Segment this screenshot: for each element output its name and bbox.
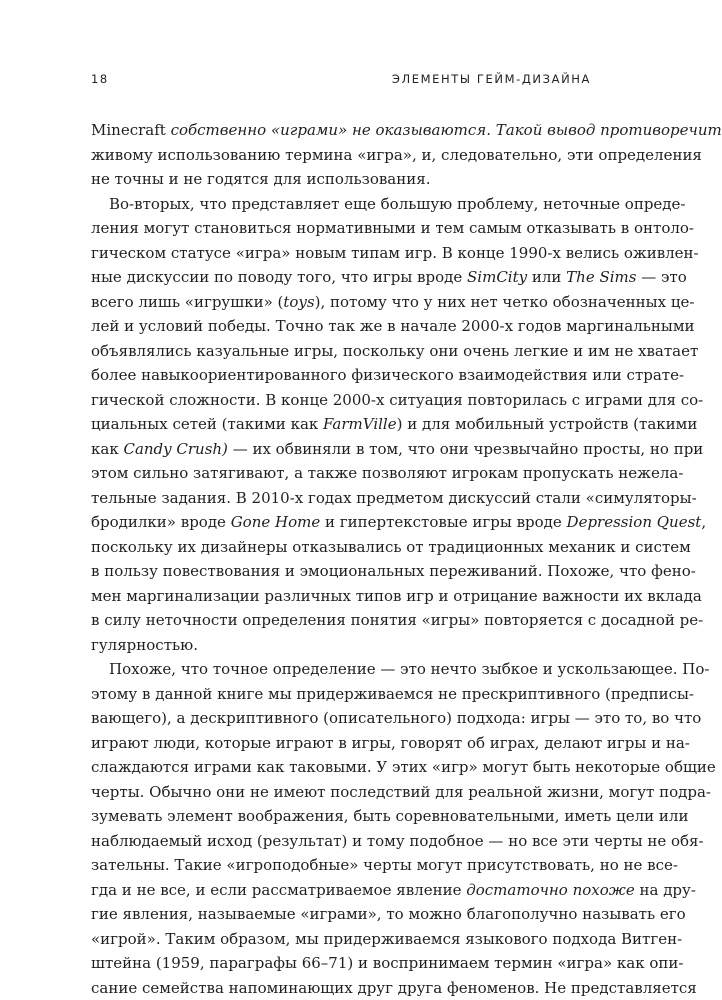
text-line [91, 755, 716, 780]
text-line [91, 976, 697, 1000]
text-run: ные дискуссии по поводу того, что игры вроде [91, 268, 468, 286]
italic-title: собственно «играми» не оказываются. Такой вывод противоречит [165, 121, 722, 139]
text-line [91, 584, 702, 609]
text-run: Похоже, что точное определение — это нечто зыбкое и ускользающее. По- [109, 660, 710, 678]
text-line [91, 608, 704, 633]
text-run: объявлялись казуальные игры, поскольку они очень легкие и им не хватает [91, 341, 699, 360]
text-run: живому использованию термина «игра», и, следовательно, эти определения [91, 145, 702, 164]
text-run: бродилки» вроде [91, 513, 231, 531]
text-line [91, 143, 702, 168]
text-run: этом сильно затягивают, а также позволяют игрокам пропускать нежела- [91, 464, 684, 482]
text-line [91, 853, 678, 878]
paragraph [91, 118, 722, 192]
text-run: этому в данной книге мы придерживаемся не прескриптивного (предписы- [91, 684, 694, 703]
italic-title: toys [283, 292, 315, 311]
text-line [91, 388, 704, 413]
running-header [91, 72, 591, 92]
text-line [91, 486, 697, 511]
italic-title: Depression Quest [566, 513, 702, 531]
text-run: или [527, 268, 567, 286]
running-title: ЭЛЕМЕНТЫ ГЕЙМ-ДИЗАЙНА [391, 72, 591, 86]
text-line [91, 902, 686, 927]
text-line [91, 314, 695, 339]
text-line [91, 657, 710, 682]
text-line [91, 290, 695, 315]
text-run: зательны. Такие «игроподобные» черты могут присутствовать, но не все- [91, 856, 678, 874]
text-run: ления могут становиться нормативными и тем самым отказывать в онтоло- [91, 219, 694, 237]
text-line [91, 510, 707, 535]
text-line [91, 780, 711, 805]
text-line [91, 878, 696, 903]
text-run: вающего), а дескриптивного (описательного) подхода: игры — это то, во что [91, 709, 702, 727]
text-run: более навыкоориентированного физического взаимодействия или страте- [91, 366, 685, 384]
italic-title: Gone Home [230, 513, 321, 531]
text-line [91, 339, 699, 364]
text-line [91, 216, 694, 241]
text-run: ) и для мобильный устройств (такими [396, 415, 698, 433]
text-line [91, 192, 686, 217]
text-line [91, 241, 699, 266]
text-run: — это [636, 268, 687, 286]
text-run: циальных сетей (такими как [91, 415, 324, 433]
italic-title: достаточно похоже [466, 880, 635, 899]
text-line [91, 265, 687, 290]
text-run: , [701, 513, 707, 531]
text-line [91, 633, 596, 658]
text-run: штейна (1959, параграфы 66–71) и воспринимаем термин «игра» как опи- [91, 954, 684, 972]
text-line [91, 829, 704, 854]
text-run: и гипертекстовые игры вроде [320, 513, 567, 531]
text-run: играют люди, которые играют в игры, говорят об играх, делают игры и на- [91, 733, 690, 752]
text-line [91, 535, 691, 560]
text-run: гической сложности. В конце 2000-х ситуация повторилась с играми для со- [91, 390, 704, 409]
text-run: на дру- [634, 880, 696, 899]
text-run: — их обвиняли в том, что они чрезвычайно просты, но при [227, 439, 704, 458]
text-run: не точны и не годятся для использования. [91, 170, 431, 188]
text-line [91, 167, 596, 192]
text-line [91, 951, 684, 976]
text-line [91, 363, 685, 388]
text-run: Minecraft [91, 121, 166, 139]
text-line [91, 559, 696, 584]
text-run: «игрой». Таким образом, мы придерживаемся языкового подхода Витген- [91, 929, 683, 948]
text-line [91, 437, 704, 462]
text-line [91, 706, 702, 731]
italic-title: SimCity [467, 268, 528, 286]
text-run: Во-вторых, что представляет еще большую проблему, неточные опреде- [109, 194, 686, 213]
text-line [91, 804, 689, 829]
italic-title: FarmVille [323, 415, 397, 433]
italic-title: Candy Crush) [123, 439, 228, 458]
page-number: 18 [91, 72, 109, 86]
paragraph [91, 657, 716, 1000]
text-line [91, 118, 722, 143]
text-run: гулярностью. [91, 635, 198, 654]
text-run: тельные задания. В 2010-х годах предметом дискуссий стали «симуляторы- [91, 488, 697, 507]
text-line [91, 412, 698, 437]
text-run: гие явления, называемые «играми», то можно благополучно называть его [91, 905, 686, 923]
text-run: черты. Обычно они не имеют последствий для реальной жизни, могут подра- [91, 782, 711, 801]
text-run: наблюдаемый исход (результат) и тому подобное — но все эти черты не обя- [91, 831, 704, 850]
text-run: зумевать элемент воображения, быть соревновательными, иметь цели или [91, 807, 689, 825]
italic-title: The Sims [566, 268, 637, 286]
text-run: слаждаются играми как таковыми. У этих «игр» могут быть некоторые общие [91, 758, 716, 776]
text-run: гическом статусе «игра» новым типам игр. В конце 1990-х велись оживлен- [91, 243, 699, 262]
text-run: в пользу повествования и эмоциональных переживаний. Похоже, что фено- [91, 562, 696, 580]
text-run: ), потому что у них нет четко обозначенных це- [314, 292, 695, 311]
text-run: гда и не все, и если рассматриваемое явление [91, 880, 467, 899]
body-text [91, 118, 722, 1000]
text-line [91, 927, 683, 952]
text-run: в силу неточности определения понятия «игры» повторяется с досадной ре- [91, 611, 704, 629]
text-run: поскольку их дизайнеры отказывались от традиционных механик и систем [91, 537, 691, 556]
text-run: мен маргинализации различных типов игр и отрицание важности их вклада [91, 586, 702, 605]
paragraph [91, 192, 707, 658]
text-line [91, 461, 684, 486]
text-run: сание семейства напоминающих друг друга феноменов. Не представляется [91, 978, 697, 997]
text-line [91, 682, 694, 707]
text-line [91, 731, 690, 756]
text-run: всего лишь «игрушки» ( [91, 292, 284, 311]
text-run: как [91, 439, 124, 458]
text-run: лей и условий победы. Точно так же в начале 2000-х годов маргинальными [91, 317, 695, 335]
